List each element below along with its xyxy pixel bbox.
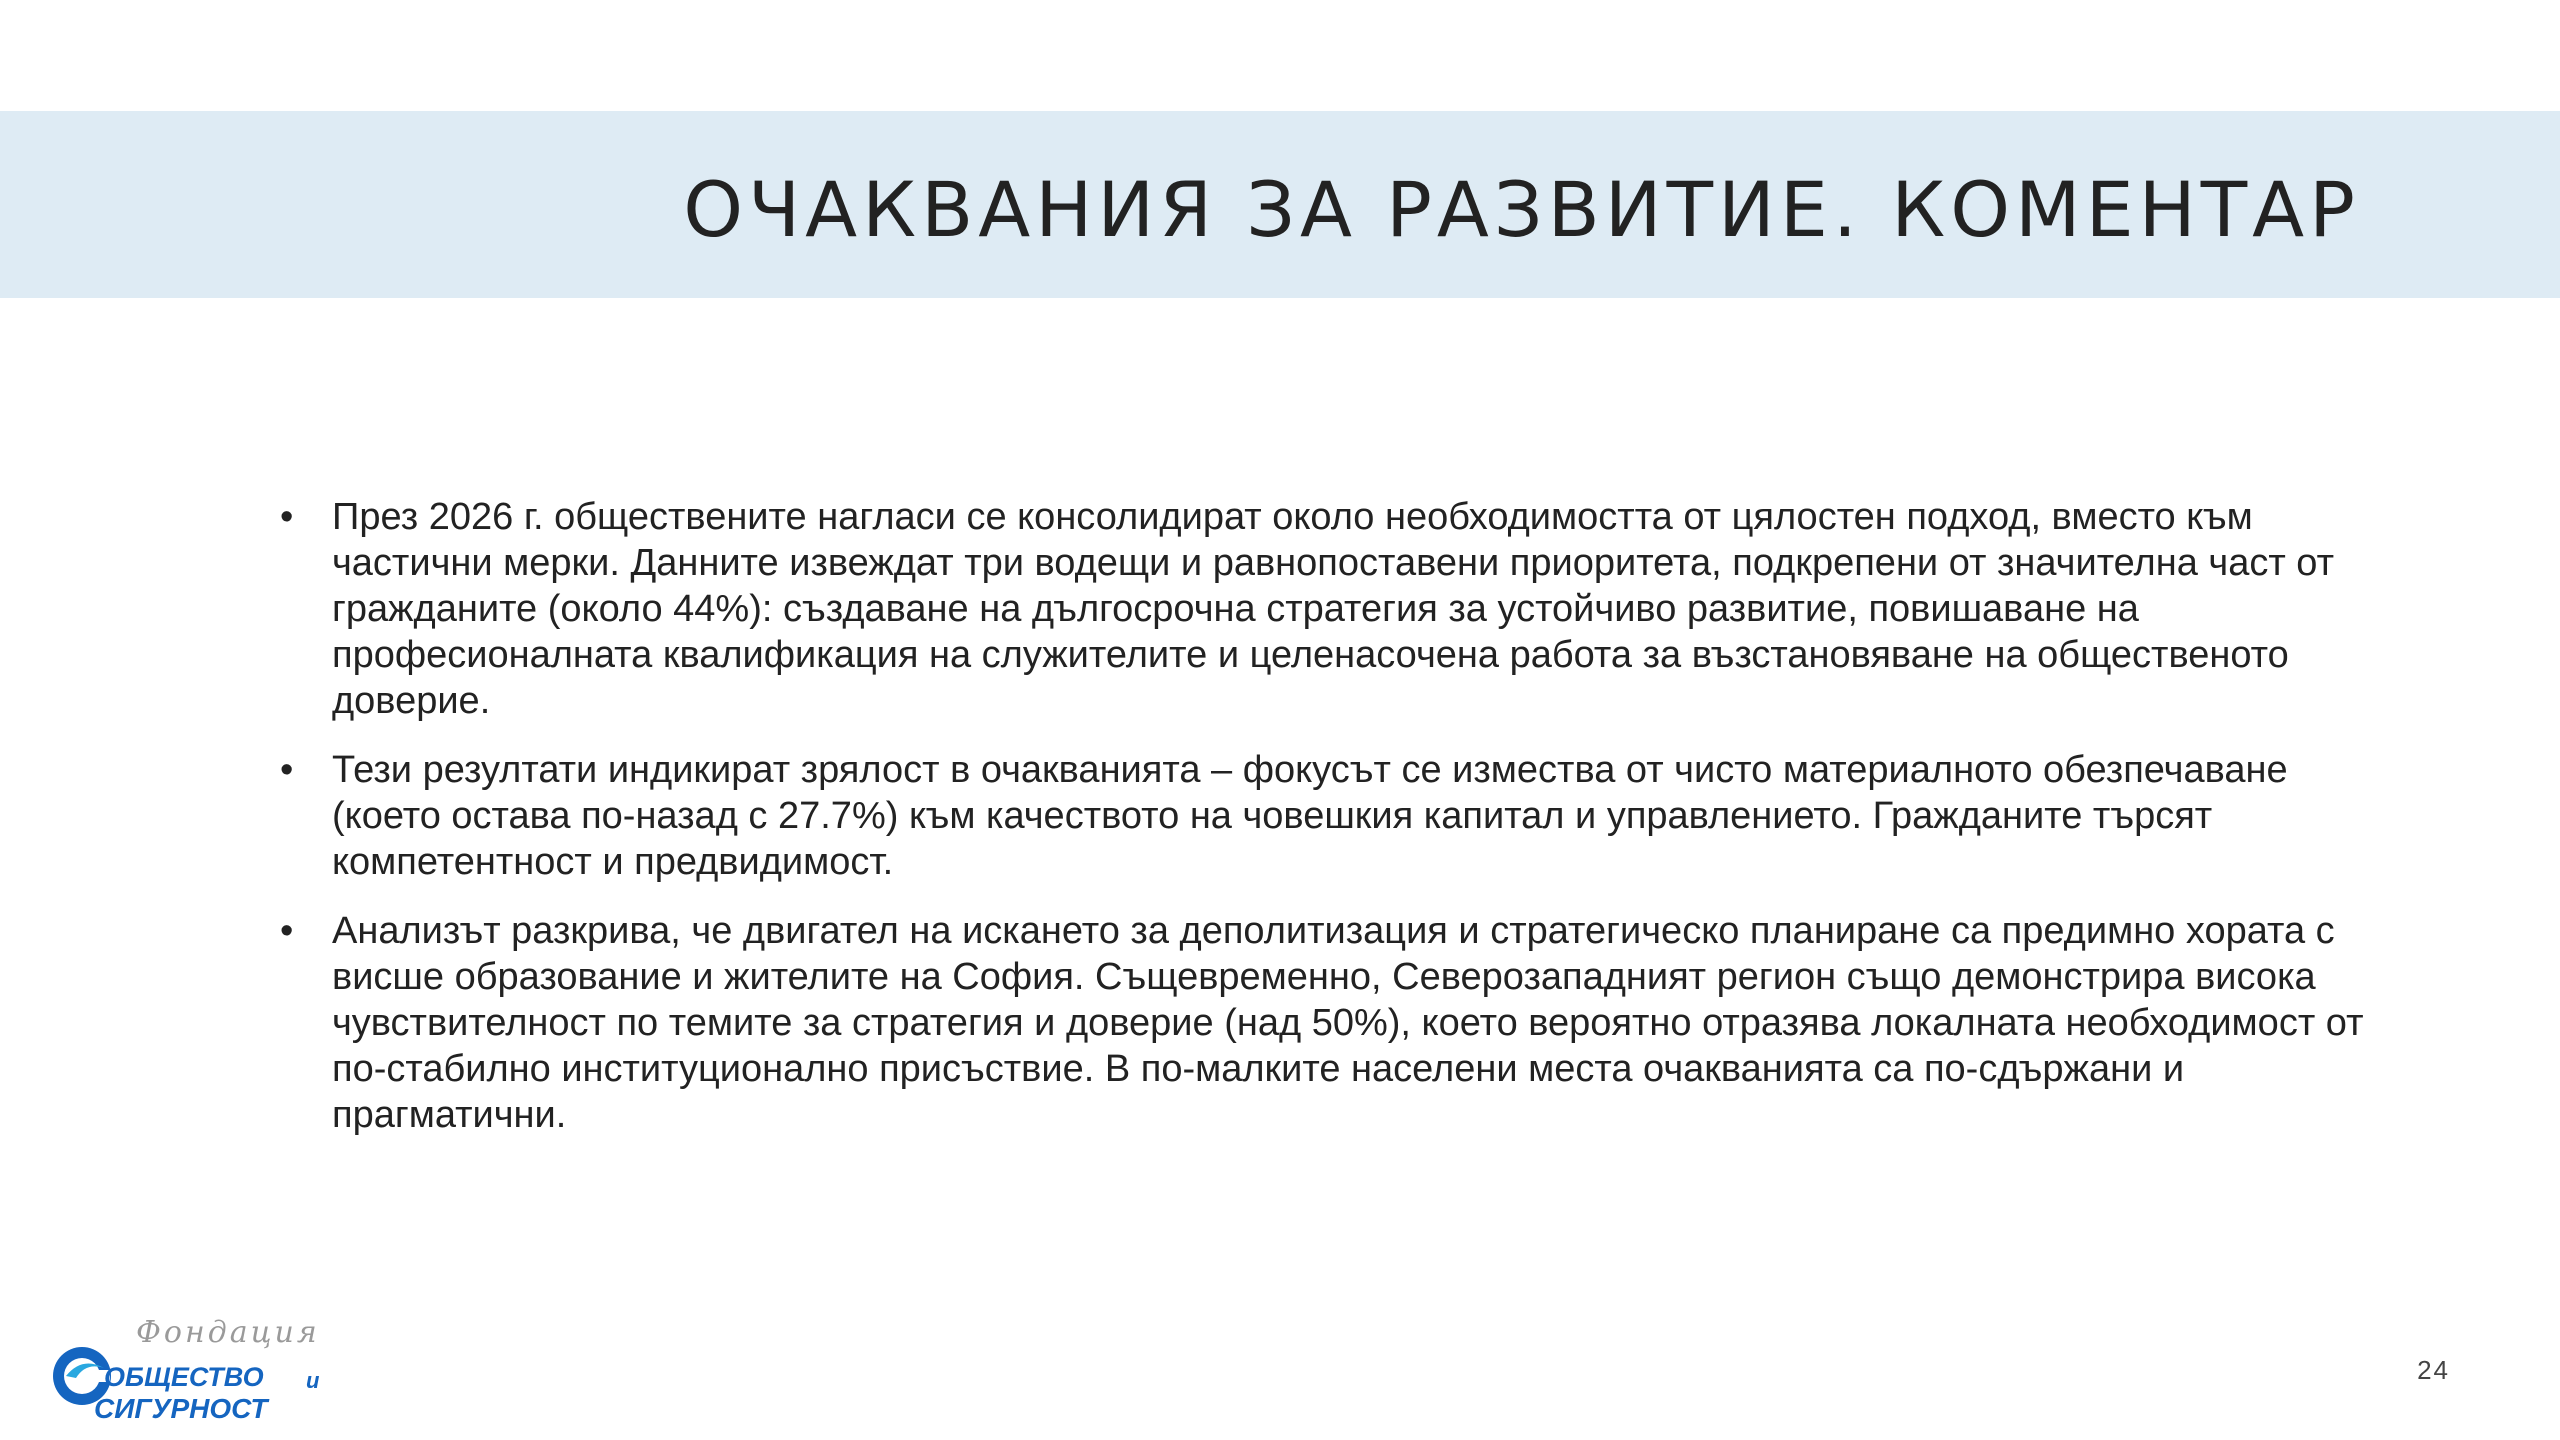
logo-line1: ОБЩЕСТВО (104, 1362, 264, 1392)
foundation-logo (48, 1306, 348, 1426)
bullet-marker: • (280, 749, 294, 791)
bullet-text: Тези резултати индикират зрялост в очакванията – фокусът се измества от чисто материалното обезпечаване (което остава по-назад с 27.7%) към качеството на човешкия капитал и управлението. Гражданите търсят компетентност и предвидимост. (332, 749, 2288, 883)
bullet-item (280, 908, 2380, 1138)
slide-title: ОЧАКВАНИЯ ЗА РАЗВИТИЕ. КОМЕНТАР (683, 165, 2360, 254)
logo-script-text: Фондация (136, 1315, 320, 1350)
bullet-text: Анализът разкрива, че двигател на искането за деполитизация и стратегическо планиране са предимно хората с висше образование и жителите на София. Същевременно, Северозападният регион също демонстрира висока чувствителност по темите за стратегия и доверие (над 50%), което вероятно отразява локалната необходимост от по-стабилно институционално присъствие. В по-малките населени места очакванията са по-сдържани и прагматични. (332, 910, 2364, 1136)
logo-line2: СИГУРНОСТ (94, 1393, 268, 1424)
page-number: 24 (2417, 1355, 2450, 1385)
logo-line1-suffix: и (306, 1368, 320, 1393)
bullet-list (280, 494, 2380, 1161)
title-band (0, 111, 2560, 298)
bullet-marker: • (280, 496, 294, 538)
bullet-text: През 2026 г. обществените нагласи се консолидират около необходимостта от цялостен подход, вместо към частични мерки. Данните извеждат три водещи и равнопоставени приоритета, подкрепени от значителна част от гражданите (около 44%): създаване на дългосрочна стратегия за устойчиво развитие, повишаване на професионалната квалификация на служителите и целенасочена работа за възстановяване на общественото доверие. (332, 496, 2334, 722)
bullet-marker: • (280, 910, 294, 952)
bullet-item (280, 494, 2380, 724)
bullet-item (280, 747, 2380, 885)
